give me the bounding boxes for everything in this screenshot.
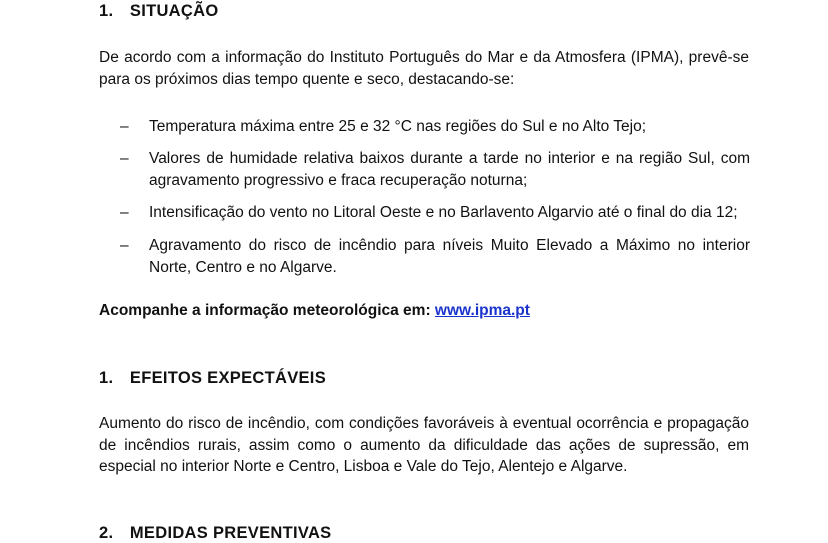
bullet-item <box>120 116 750 138</box>
follow-info-label: Acompanhe a informação meteorológica em: <box>99 302 431 319</box>
bullet-text: Temperatura máxima entre 25 e 32 °C nas regiões do Sul e no Alto Tejo; <box>149 118 647 135</box>
bullet-item <box>120 202 750 224</box>
bullet-text: Agravamento do risco de incêndio para níveis Muito Elevado a Máximo no interior Norte, Centro e no Algarve. <box>149 237 750 276</box>
section-title: SITUAÇÃO <box>129 2 219 20</box>
section-number: 2. <box>99 524 114 542</box>
section-number: 1. <box>99 369 114 387</box>
bullet-item <box>120 148 750 191</box>
section-heading-medidas <box>99 524 331 543</box>
bullet-dash: – <box>120 118 129 135</box>
bullet-text: Intensificação do vento no Litoral Oeste e no Barlavento Algarvio até o final do dia 12; <box>149 204 738 221</box>
situacao-intro: De acordo com a informação do Instituto Português do Mar e da Atmosfera (IPMA), prevê-se para os próximos dias tempo quente e seco, destacando-se: <box>99 49 749 88</box>
bullet-dash: – <box>120 204 129 221</box>
follow-info-line <box>99 302 530 320</box>
ipma-link[interactable]: www.ipma.pt <box>434 302 530 319</box>
bullet-item <box>120 235 750 278</box>
section-title: MEDIDAS PREVENTIVAS <box>129 524 332 542</box>
bullet-dash: – <box>120 150 129 167</box>
section-title: EFEITOS EXPECTÁVEIS <box>129 369 327 387</box>
bullet-text: Valores de humidade relativa baixos durante a tarde no interior e na região Sul, com agravamento progressivo e fraca recuperação noturna; <box>149 150 750 189</box>
section-heading-efeitos <box>99 369 326 388</box>
efeitos-text: Aumento do risco de incêndio, com condições favoráveis à eventual ocorrência e propagação de incêndios rurais, assim como o aumento da dificuldade das ações de supressão, em especial no interior Norte e Centro, Lisboa e Vale do Tejo, Alentejo e Algarve. <box>99 415 749 475</box>
section-heading-situacao <box>99 2 218 21</box>
section-number: 1. <box>99 2 114 20</box>
bullet-dash: – <box>120 237 129 254</box>
